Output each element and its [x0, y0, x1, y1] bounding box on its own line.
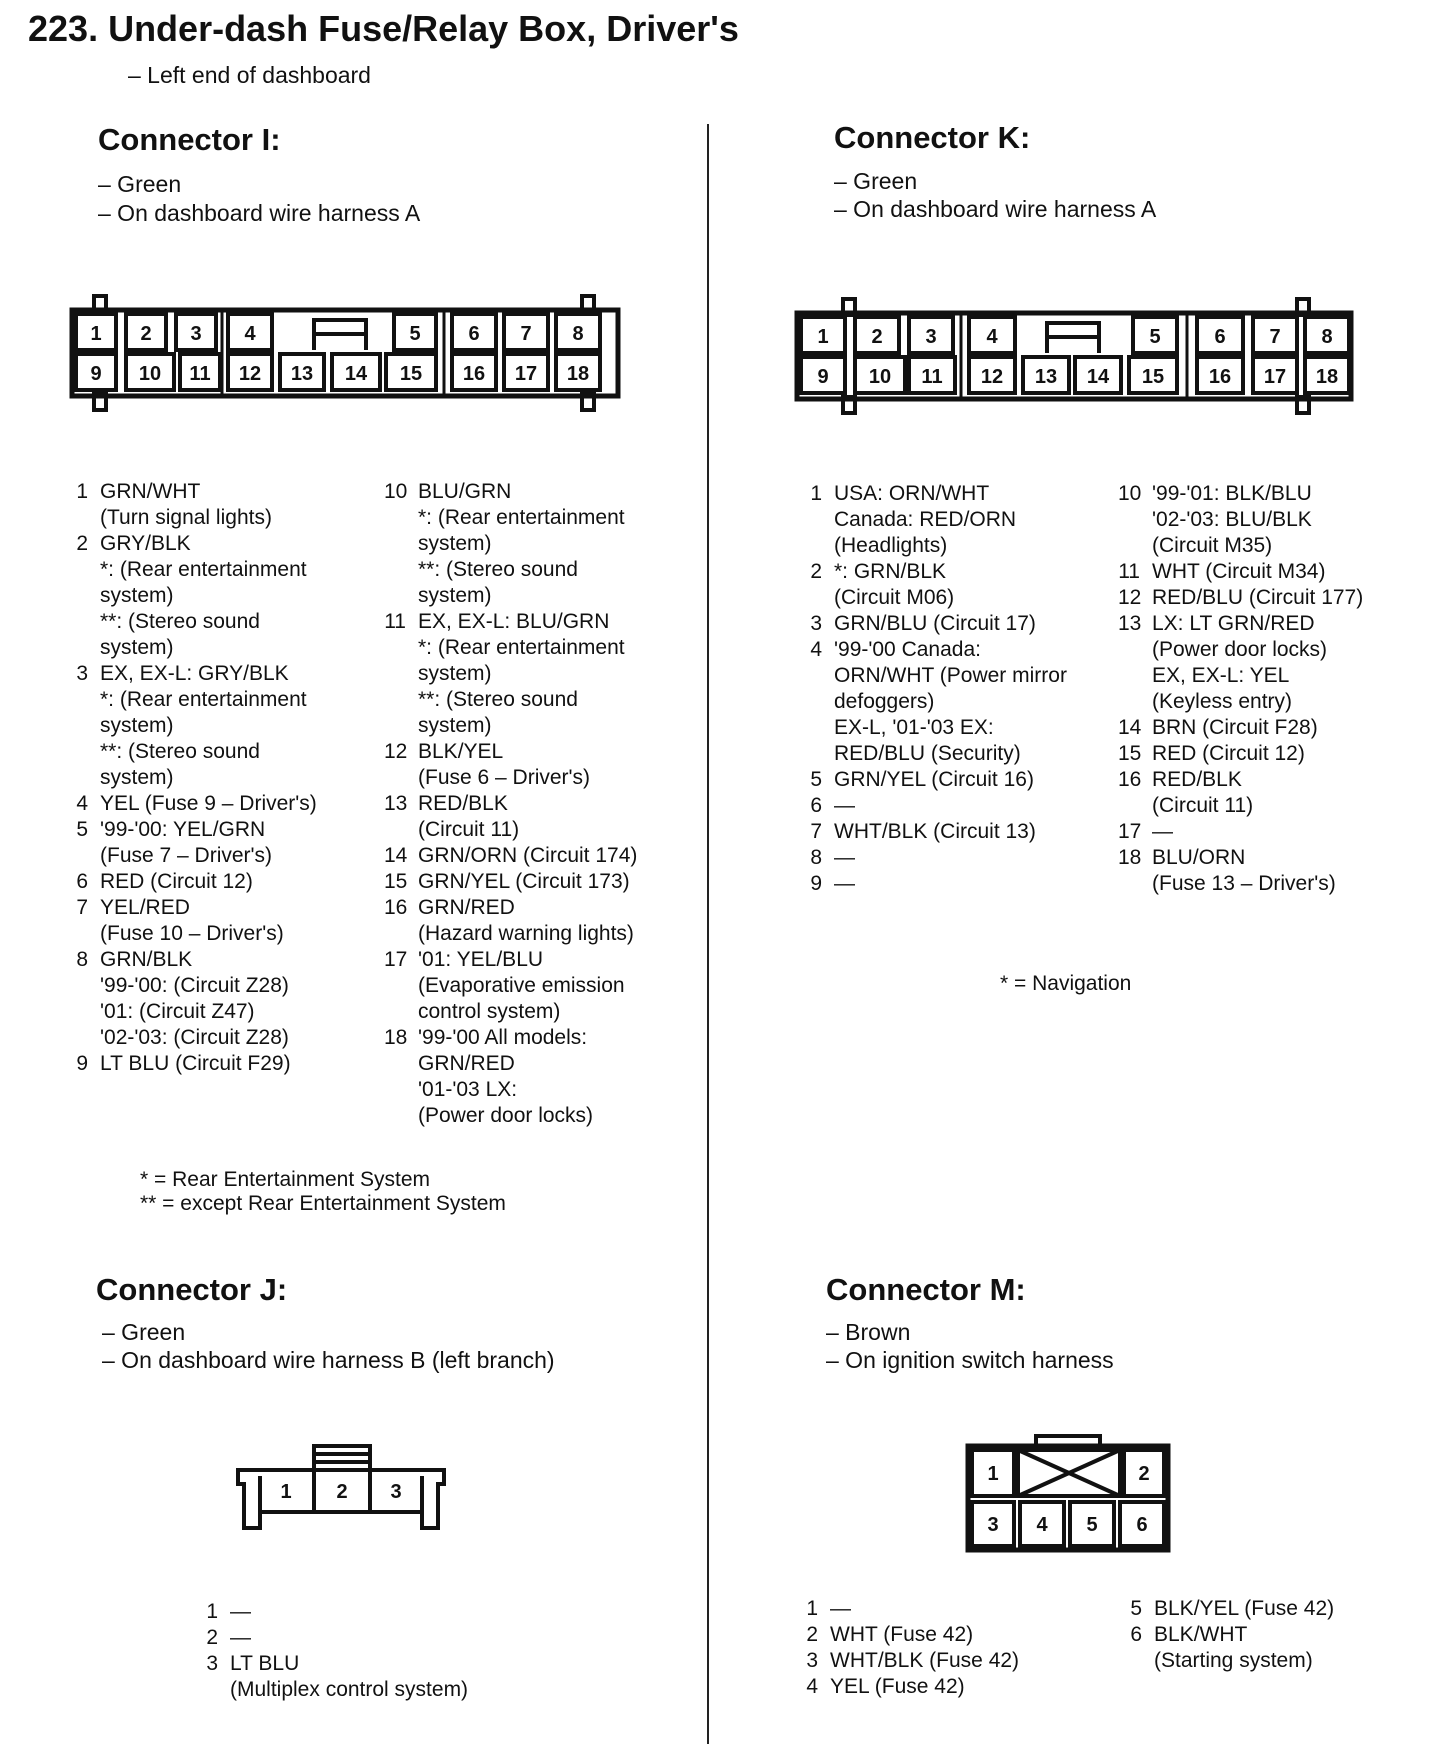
connector-i-color: – Green: [98, 171, 182, 197]
pin-entry: [66, 817, 366, 869]
pin-wire-description: GRN/YEL (Circuit 16): [834, 768, 1034, 791]
connector-k-pins-col2: [1118, 481, 1434, 897]
connector-i-legend-2: ** = except Rear Entertainment System: [140, 1192, 506, 1215]
pin-label: 2: [336, 1481, 348, 1503]
pin-entry: [1118, 559, 1434, 585]
pin-wire-description: '99-'00 Canada: ORN/WHT (Power mirror defoggers) EX-L, '01-'03 EX: RED/BLU (Security): [834, 638, 1067, 765]
connector-j-diagram: [234, 1440, 450, 1540]
pin-label: 13: [290, 363, 314, 385]
pin-label: 3: [390, 1481, 402, 1503]
pin-wire-description: '99-'01: BLK/BLU '02-'03: BLU/BLK (Circuit M35): [1152, 482, 1312, 557]
pin-wire-description: LT BLU (Multiplex control system): [230, 1652, 469, 1701]
pin-number: 1: [810, 482, 822, 505]
pin-number: 5: [1130, 1597, 1142, 1620]
pin-wire-description: LT BLU (Circuit F29): [100, 1052, 291, 1075]
pin-label: 12: [980, 366, 1004, 388]
connector-k-pins-col1: [800, 481, 1100, 897]
pin-entry: [384, 895, 704, 947]
pin-wire-description: —: [230, 1600, 251, 1623]
pin-label: 5: [1149, 326, 1161, 348]
pin-wire-description: EX, EX-L: GRY/BLK *: (Rear entertainment system) **: (Stereo sound system): [100, 662, 307, 789]
connector-j-color: – Green: [102, 1319, 186, 1345]
pin-number: 9: [810, 872, 822, 895]
connector-m-pins-col2: [1120, 1596, 1420, 1674]
pin-label: 1: [817, 326, 829, 348]
pin-entry: [384, 739, 704, 791]
pin-wire-description: RED (Circuit 12): [1152, 742, 1305, 765]
pin-wire-description: GRN/RED (Hazard warning lights): [418, 896, 634, 945]
pin-label: 14: [344, 363, 368, 385]
pin-entry: [384, 947, 704, 1025]
pin-number: 4: [76, 792, 88, 815]
pin-label: 3: [925, 326, 937, 348]
pin-number: 6: [1130, 1623, 1142, 1646]
pin-entry: [384, 843, 704, 869]
pin-entry: [800, 767, 1100, 793]
pin-number: 2: [206, 1626, 218, 1649]
pin-number: 10: [1118, 482, 1142, 505]
pin-label: 14: [1086, 366, 1110, 388]
pin-label: 18: [566, 363, 590, 385]
pin-label: 5: [1086, 1514, 1098, 1536]
pin-entry: [1118, 845, 1434, 897]
pin-label: 16: [462, 363, 486, 385]
pin-label: 7: [520, 323, 532, 345]
pin-label: 3: [987, 1514, 999, 1536]
pin-wire-description: —: [834, 794, 855, 817]
pin-entry: [66, 1051, 366, 1077]
connector-i-pins-col2: [384, 479, 704, 1129]
pin-number: 17: [384, 948, 408, 971]
pin-label: 9: [90, 363, 102, 385]
connector-m-title: Connector M:: [826, 1272, 1026, 1307]
pin-entry: [66, 869, 366, 895]
pin-entry: [1118, 585, 1434, 611]
pin-wire-description: WHT/BLK (Fuse 42): [830, 1649, 1020, 1672]
pin-number: 10: [384, 480, 408, 503]
pin-number: 5: [76, 818, 88, 841]
connector-k-location: – On dashboard wire harness A: [834, 196, 1157, 222]
pin-wire-description: YEL/RED (Fuse 10 – Driver's): [100, 896, 284, 945]
pin-entry: [1118, 767, 1434, 819]
connector-i-location: – On dashboard wire harness A: [98, 200, 421, 226]
pin-wire-description: BLU/ORN (Fuse 13 – Driver's): [1152, 846, 1336, 895]
pin-entry: [796, 1596, 1096, 1622]
pin-number: 14: [1118, 716, 1142, 739]
pin-wire-description: GRN/WHT (Turn signal lights): [100, 480, 272, 529]
pin-number: 17: [1118, 820, 1142, 843]
pin-entry: [384, 609, 704, 739]
pin-label: 2: [140, 323, 152, 345]
pin-label: 1: [90, 323, 102, 345]
connector-j-pins: [196, 1599, 596, 1703]
pin-wire-description: GRY/BLK *: (Rear entertainment system) **: (Stereo sound system): [100, 532, 307, 659]
pin-entry: [796, 1648, 1096, 1674]
pin-wire-description: BLK/WHT (Starting system): [1154, 1623, 1313, 1672]
pin-wire-description: EX, EX-L: BLU/GRN *: (Rear entertainment system) **: (Stereo sound system): [418, 610, 625, 737]
pin-entry: [1120, 1596, 1420, 1622]
pin-number: 3: [806, 1649, 818, 1672]
pin-wire-description: RED/BLU (Circuit 177): [1152, 586, 1364, 609]
pin-number: 14: [384, 844, 408, 867]
pin-entry: [800, 845, 1100, 871]
pin-label: 18: [1315, 366, 1339, 388]
pin-label: 13: [1034, 366, 1058, 388]
pin-label: 4: [1036, 1514, 1048, 1536]
pin-entry: [66, 947, 366, 1051]
pin-label: 6: [1214, 326, 1226, 348]
pin-number: 13: [1118, 612, 1142, 635]
pin-entry: [384, 479, 704, 609]
pin-number: 3: [76, 662, 88, 685]
pin-number: 5: [810, 768, 822, 791]
pin-wire-description: '99-'00 All models: GRN/RED '01-'03 LX: (Power door locks): [418, 1026, 594, 1127]
pin-number: 1: [806, 1597, 818, 1620]
pin-wire-description: RED (Circuit 12): [100, 870, 253, 893]
pin-wire-description: LX: LT GRN/RED (Power door locks) EX, EX-L: YEL (Keyless entry): [1152, 612, 1328, 713]
pin-number: 3: [810, 612, 822, 635]
pin-entry: [796, 1622, 1096, 1648]
pin-entry: [66, 479, 366, 531]
pin-wire-description: —: [230, 1626, 251, 1649]
pin-entry: [196, 1599, 596, 1625]
page-title: 223. Under-dash Fuse/Relay Box, Driver's: [28, 8, 739, 49]
pin-wire-description: BRN (Circuit F28): [1152, 716, 1318, 739]
pin-label: 2: [1138, 1463, 1150, 1485]
pin-entry: [800, 559, 1100, 611]
column-divider: [707, 124, 709, 1744]
connector-m-color: – Brown: [826, 1319, 911, 1345]
pin-wire-description: —: [834, 872, 855, 895]
pin-wire-description: RED/BLK (Circuit 11): [1152, 768, 1254, 817]
pin-number: 18: [1118, 846, 1142, 869]
pin-entry: [800, 611, 1100, 637]
pin-entry: [66, 661, 366, 791]
pin-entry: [1118, 819, 1434, 845]
pin-number: 16: [384, 896, 408, 919]
pin-number: 11: [384, 610, 406, 633]
pin-entry: [800, 637, 1100, 767]
pin-wire-description: GRN/ORN (Circuit 174): [418, 844, 638, 867]
pin-entry: [196, 1651, 596, 1703]
pin-entry: [800, 819, 1100, 845]
pin-wire-description: —: [1152, 820, 1173, 843]
pin-entry: [1118, 611, 1434, 715]
pin-entry: [384, 869, 704, 895]
pin-label: 16: [1208, 366, 1232, 388]
pin-entry: [66, 895, 366, 947]
pin-label: 9: [817, 366, 829, 388]
pin-label: 17: [514, 363, 538, 385]
pin-entry: [66, 791, 366, 817]
pin-entry: [66, 531, 366, 661]
pin-wire-description: USA: ORN/WHT Canada: RED/ORN (Headlights): [834, 482, 1017, 557]
pin-wire-description: YEL (Fuse 42): [830, 1675, 965, 1698]
pin-number: 2: [810, 560, 822, 583]
pin-label: 15: [1141, 366, 1165, 388]
connector-m-location: – On ignition switch harness: [826, 1347, 1114, 1373]
pin-number: 6: [810, 794, 822, 817]
pin-label: 11: [921, 366, 943, 388]
pin-number: 13: [384, 792, 408, 815]
pin-wire-description: —: [834, 846, 855, 869]
pin-wire-description: WHT/BLK (Circuit 13): [834, 820, 1036, 843]
pin-number: 18: [384, 1026, 408, 1049]
connector-i-pins-col1: [66, 479, 366, 1077]
pin-wire-description: BLK/YEL (Fuse 42): [1154, 1597, 1335, 1620]
pin-number: 11: [1118, 560, 1140, 583]
pin-label: 7: [1269, 326, 1281, 348]
pin-entry: [1118, 481, 1434, 559]
connector-i-legend-1: * = Rear Entertainment System: [140, 1168, 431, 1191]
pin-entry: [796, 1674, 1096, 1700]
pin-wire-description: WHT (Circuit M34): [1152, 560, 1326, 583]
connector-i-diagram: [68, 290, 628, 420]
pin-number: 4: [806, 1675, 818, 1698]
pin-entry: [1118, 741, 1434, 767]
pin-number: 7: [76, 896, 88, 919]
pin-number: 6: [76, 870, 88, 893]
connector-j-title: Connector J:: [96, 1272, 288, 1307]
connector-i-title: Connector I:: [98, 122, 281, 157]
pin-number: 4: [810, 638, 822, 661]
pin-label: 11: [189, 363, 211, 385]
pin-number: 9: [76, 1052, 88, 1075]
pin-number: 1: [76, 480, 88, 503]
pin-label: 4: [244, 323, 256, 345]
pin-number: 7: [810, 820, 822, 843]
pin-wire-description: YEL (Fuse 9 – Driver's): [100, 792, 317, 815]
connector-j-location: – On dashboard wire harness B (left branch): [102, 1347, 555, 1373]
pin-label: 5: [409, 323, 421, 345]
pin-entry: [1120, 1622, 1420, 1674]
pin-wire-description: —: [830, 1597, 851, 1620]
pin-number: 1: [206, 1600, 218, 1623]
pin-label: 17: [1263, 366, 1287, 388]
pin-number: 15: [384, 870, 408, 893]
connector-k-diagram: [793, 293, 1363, 423]
pin-entry: [196, 1625, 596, 1651]
pin-label: 8: [572, 323, 584, 345]
pin-label: 8: [1321, 326, 1333, 348]
pin-number: 12: [1118, 586, 1142, 609]
pin-number: 16: [1118, 768, 1142, 791]
pin-label: 3: [190, 323, 202, 345]
pin-number: 8: [76, 948, 88, 971]
pin-wire-description: RED/BLK (Circuit 11): [418, 792, 520, 841]
pin-label: 10: [138, 363, 162, 385]
pin-label: 6: [1136, 1514, 1148, 1536]
pin-label: 12: [238, 363, 262, 385]
pin-number: 8: [810, 846, 822, 869]
pin-wire-description: '01: YEL/BLU (Evaporative emission control system): [418, 948, 625, 1023]
pin-entry: [384, 791, 704, 843]
connector-k-color: – Green: [834, 168, 918, 194]
pin-label: 10: [868, 366, 892, 388]
connector-k-title: Connector K:: [834, 120, 1031, 155]
pin-wire-description: GRN/BLK '99-'00: (Circuit Z28) '01: (Circuit Z47) '02-'03: (Circuit Z28): [100, 948, 289, 1049]
pin-wire-description: BLU/GRN *: (Rear entertainment system) **: (Stereo sound system): [418, 480, 625, 607]
page-subtitle: – Left end of dashboard: [128, 62, 371, 88]
pin-number: 3: [206, 1652, 218, 1675]
pin-label: 6: [468, 323, 480, 345]
connector-m-diagram: [964, 1430, 1174, 1554]
pin-entry: [800, 481, 1100, 559]
pin-number: 2: [806, 1623, 818, 1646]
connector-m-pins-col1: [796, 1596, 1096, 1700]
pin-wire-description: GRN/BLU (Circuit 17): [834, 612, 1036, 635]
pin-label: 1: [280, 1481, 292, 1503]
pin-label: 4: [986, 326, 998, 348]
pin-label: 15: [399, 363, 423, 385]
pin-number: 15: [1118, 742, 1142, 765]
pin-label: 1: [987, 1463, 999, 1485]
pin-entry: [1118, 715, 1434, 741]
pin-number: 2: [76, 532, 88, 555]
pin-entry: [800, 871, 1100, 897]
pin-entry: [384, 1025, 704, 1129]
connector-k-legend: * = Navigation: [1000, 972, 1132, 995]
pin-label: 2: [871, 326, 883, 348]
pin-wire-description: '99-'00: YEL/GRN (Fuse 7 – Driver's): [100, 818, 273, 867]
pin-number: 12: [384, 740, 408, 763]
pin-wire-description: BLK/YEL (Fuse 6 – Driver's): [418, 740, 591, 789]
pin-entry: [800, 793, 1100, 819]
pin-wire-description: *: GRN/BLK (Circuit M06): [834, 560, 955, 609]
pin-wire-description: GRN/YEL (Circuit 173): [418, 870, 630, 893]
pin-wire-description: WHT (Fuse 42): [830, 1623, 974, 1646]
